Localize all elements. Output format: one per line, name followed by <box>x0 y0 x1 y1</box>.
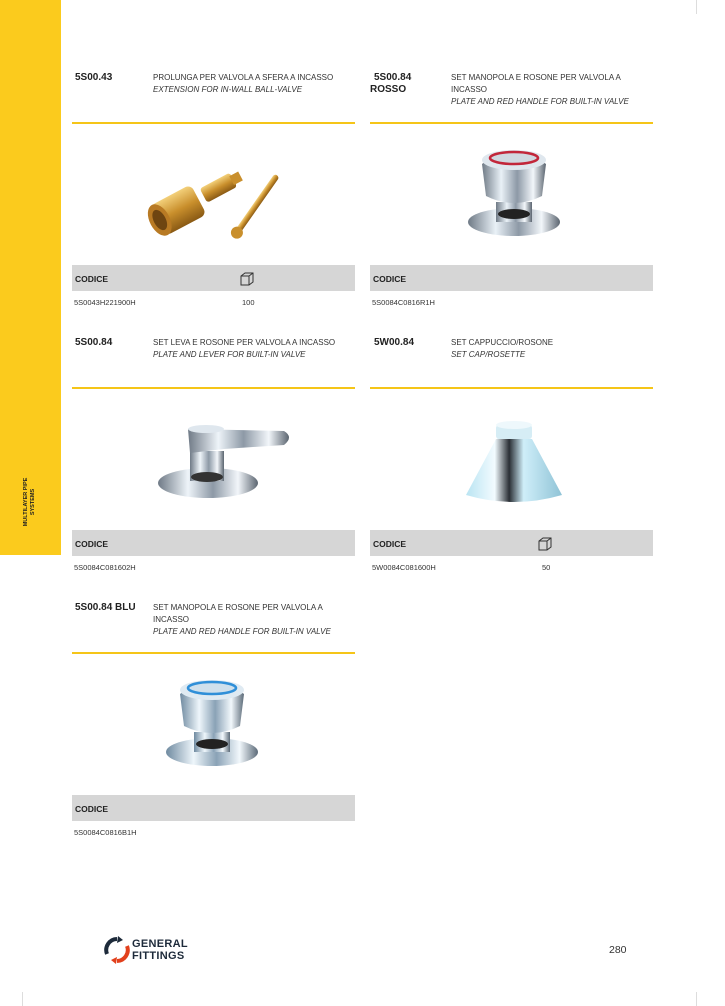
package-quantity: 100 <box>242 298 255 307</box>
product-image-red-handle <box>370 134 653 254</box>
product-description <box>153 72 353 96</box>
article-code: 5S0084C0816B1H <box>74 828 137 837</box>
product-image-lever <box>72 399 355 519</box>
product-code: 5S00.84 BLU <box>75 602 136 613</box>
description-it: SET MANOPOLA E ROSONE PER VALVOLA A INCASSO <box>451 73 621 94</box>
codice-label: CODICE <box>75 539 109 549</box>
article-code: 5S0043H221900H <box>74 298 136 307</box>
section-rule <box>370 387 653 389</box>
general-fittings-logo <box>104 936 130 964</box>
section-rule <box>72 122 355 124</box>
crop-mark <box>696 992 697 1006</box>
section-rule <box>370 122 653 124</box>
product-block <box>370 72 653 312</box>
brand-name-line1: GENERAL <box>132 938 188 950</box>
product-image-blue-handle <box>72 664 355 784</box>
product-block <box>72 72 355 312</box>
product-image-extension <box>72 134 355 254</box>
package-icon <box>537 536 553 552</box>
brand-name-line2: FITTINGS <box>132 950 185 962</box>
codice-header <box>72 795 355 821</box>
product-block <box>72 337 355 577</box>
product-image-cap <box>370 399 653 519</box>
article-code: 5S0084C081602H <box>74 563 136 572</box>
package-quantity: 50 <box>542 563 551 572</box>
section-label-line1: MULTILAYER PIPE <box>23 477 29 527</box>
codice-label: CODICE <box>75 804 109 814</box>
article-code: 5W0084C081600H <box>372 563 436 572</box>
codice-label: CODICE <box>373 539 407 549</box>
product-description <box>451 337 651 361</box>
product-code-main: 5S00.84 <box>374 72 412 83</box>
product-description <box>153 602 353 638</box>
page-number: 280 <box>609 944 627 956</box>
product-code: 5S00.43 <box>75 72 113 83</box>
description-en: SET CAP/ROSETTE <box>451 350 526 359</box>
codice-header <box>72 530 355 556</box>
description-it: SET CAPPUCCIO/ROSONE <box>451 338 554 347</box>
section-rule <box>72 387 355 389</box>
product-code: 5S00.84 <box>75 337 113 348</box>
article-code: 5S0084C0816R1H <box>372 298 435 307</box>
section-rule <box>72 652 355 654</box>
product-code <box>370 72 411 96</box>
description-en: PLATE AND RED HANDLE FOR BUILT-IN VALVE <box>451 97 629 106</box>
description-en: PLATE AND RED HANDLE FOR BUILT-IN VALVE <box>153 627 331 636</box>
codice-header <box>370 530 653 556</box>
section-label-line2: SYSTEMS <box>30 488 36 516</box>
product-block <box>72 602 355 842</box>
section-sidebar <box>0 0 61 555</box>
crop-mark <box>696 0 697 14</box>
brand-logo <box>104 934 214 966</box>
description-it: PROLUNGA PER VALVOLA A SFERA A INCASSO <box>153 73 334 82</box>
description-en: EXTENSION FOR IN-WALL BALL-VALVE <box>153 85 303 94</box>
section-label <box>23 478 37 527</box>
description-it: SET LEVA E ROSONE PER VALVOLA A INCASSO <box>153 338 336 347</box>
product-description <box>153 337 353 361</box>
codice-header <box>72 265 355 291</box>
product-code: 5W00.84 <box>374 337 415 348</box>
product-code-variant: ROSSO <box>370 84 407 95</box>
codice-label: CODICE <box>373 274 407 284</box>
description-it: SET MANOPOLA E ROSONE PER VALVOLA A INCASSO <box>153 603 323 624</box>
product-description <box>451 72 651 108</box>
package-icon <box>239 271 255 287</box>
crop-mark <box>22 992 23 1006</box>
description-en: PLATE AND LEVER FOR BUILT-IN VALVE <box>153 350 306 359</box>
codice-header <box>370 265 653 291</box>
codice-label: CODICE <box>75 274 109 284</box>
product-block <box>370 337 653 577</box>
